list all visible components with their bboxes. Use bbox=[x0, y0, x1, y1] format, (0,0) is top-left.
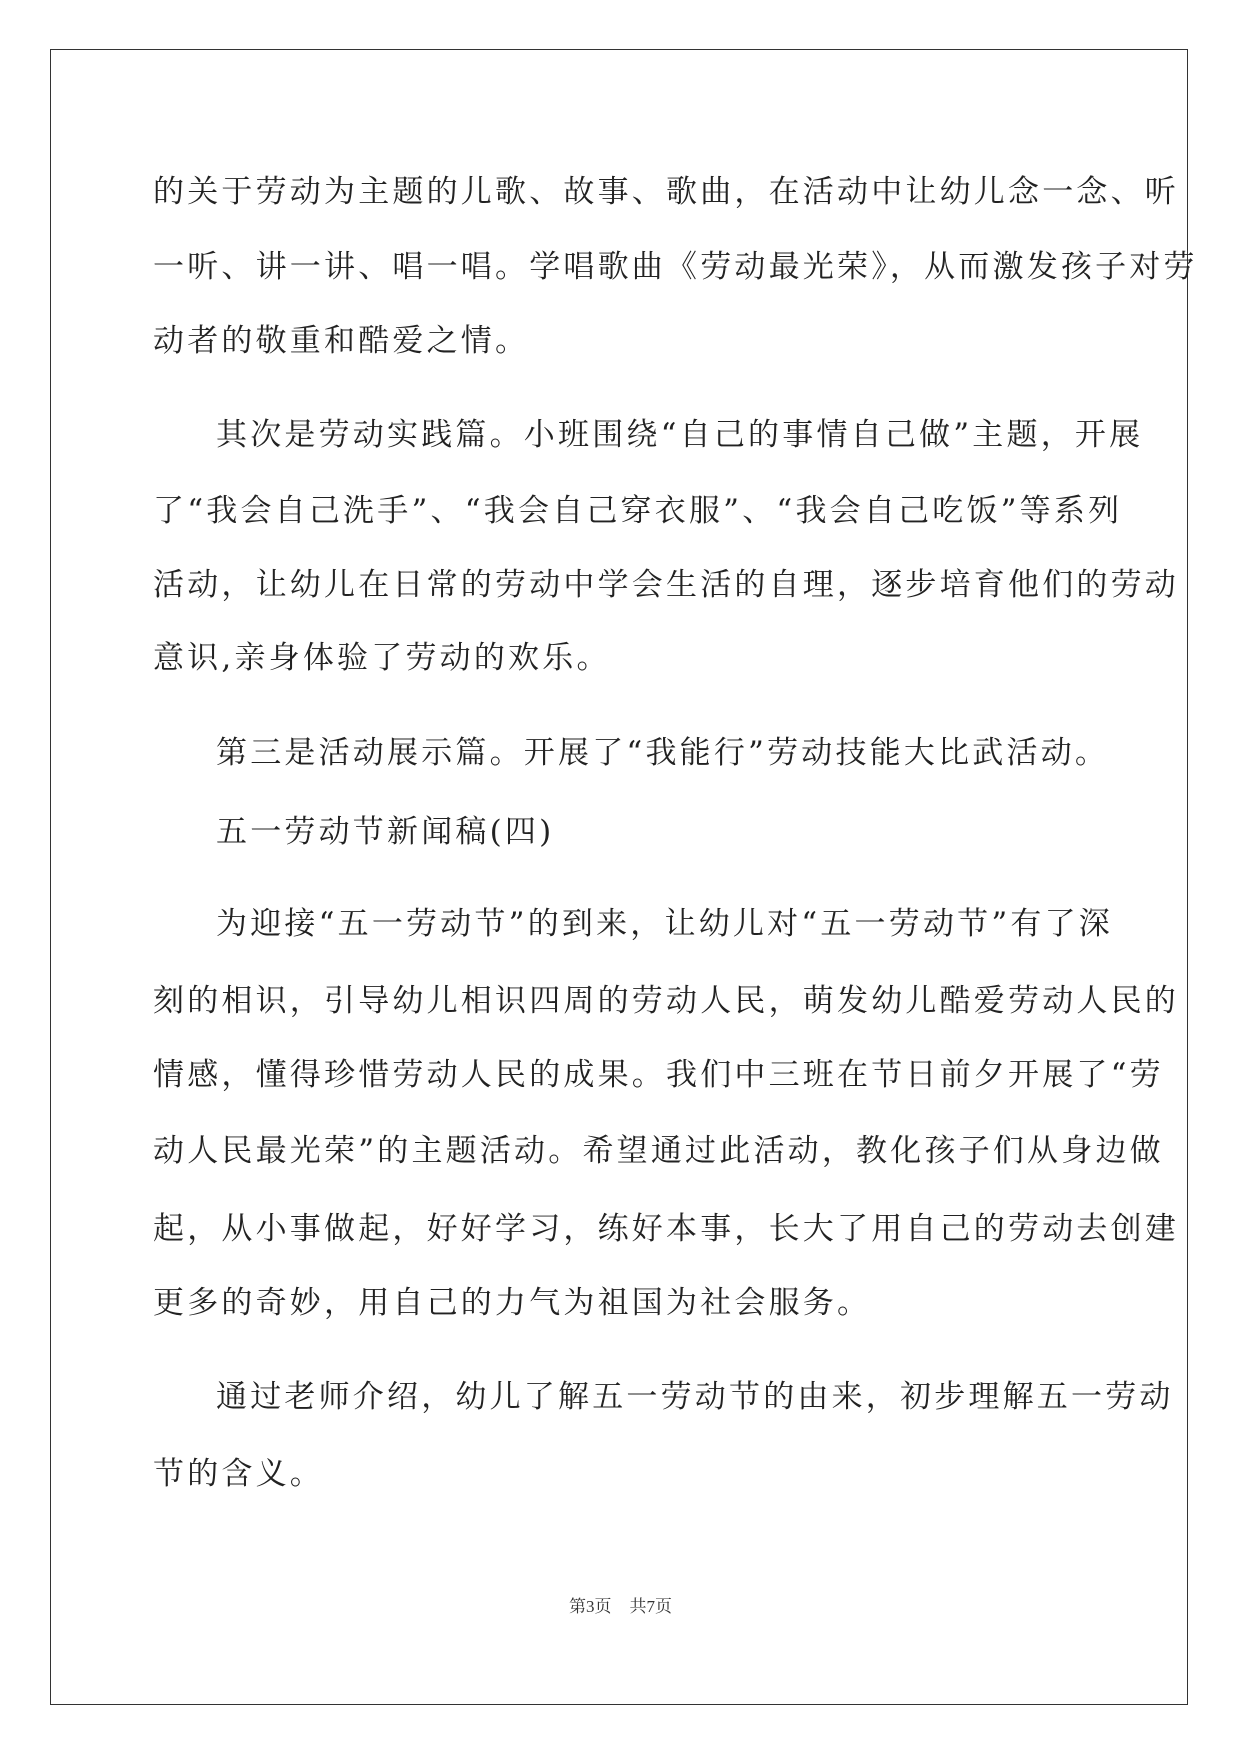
body-line: 动者的敬重和酷爱之情。 bbox=[153, 323, 530, 359]
body-line: 更多的奇妙，用自己的力气为祖国为社会服务。 bbox=[153, 1285, 872, 1321]
paragraph-first-line: 第三是活动展示篇。开展了“我能行”劳动技能大比武活动。 bbox=[216, 735, 1110, 771]
body-line: 的关于劳动为主题的儿歌、故事、歌曲，在活动中让幼儿念一念、听 bbox=[153, 174, 1179, 210]
body-line: 节的含义。 bbox=[153, 1456, 324, 1492]
page-total: 共7页 bbox=[629, 1597, 672, 1616]
paragraph-first-line: 通过老师介绍，幼儿了解五一劳动节的由来，初步理解五一劳动 bbox=[216, 1379, 1174, 1415]
paragraph-first-line: 为迎接“五一劳动节”的到来，让幼儿对“五一劳动节”有了深 bbox=[216, 906, 1113, 942]
body-line: 一听、讲一讲、唱一唱。学唱歌曲《劳动最光荣》，从而激发孩子对劳 bbox=[153, 249, 1198, 285]
body-line: 起，从小事做起，好好学习，练好本事，长大了用自己的劳动去创建 bbox=[153, 1211, 1179, 1247]
body-line: 意识,亲身体验了劳动的欢乐。 bbox=[153, 640, 611, 676]
body-line: 动人民最光荣”的主题活动。希望通过此活动，教化孩子们从身边做 bbox=[153, 1133, 1164, 1169]
page-footer bbox=[0, 1595, 1241, 1619]
body-line: 活动，让幼儿在日常的劳动中学会生活的自理，逐步培育他们的劳动 bbox=[153, 567, 1179, 603]
body-line: 了“我会自己洗手”、“我会自己穿衣服”、“我会自己吃饭”等系列 bbox=[153, 493, 1123, 529]
section-heading: 五一劳动节新闻稿(四) bbox=[216, 814, 555, 850]
page-number: 第3页 bbox=[569, 1597, 612, 1616]
body-line: 情感，懂得珍惜劳动人民的成果。我们中三班在节日前夕开展了“劳 bbox=[153, 1057, 1164, 1093]
body-line: 刻的相识，引导幼儿相识四周的劳动人民，萌发幼儿酷爱劳动人民的 bbox=[153, 983, 1179, 1019]
paragraph-first-line: 其次是劳动实践篇。小班围绕“自己的事情自己做”主题，开展 bbox=[216, 417, 1144, 453]
